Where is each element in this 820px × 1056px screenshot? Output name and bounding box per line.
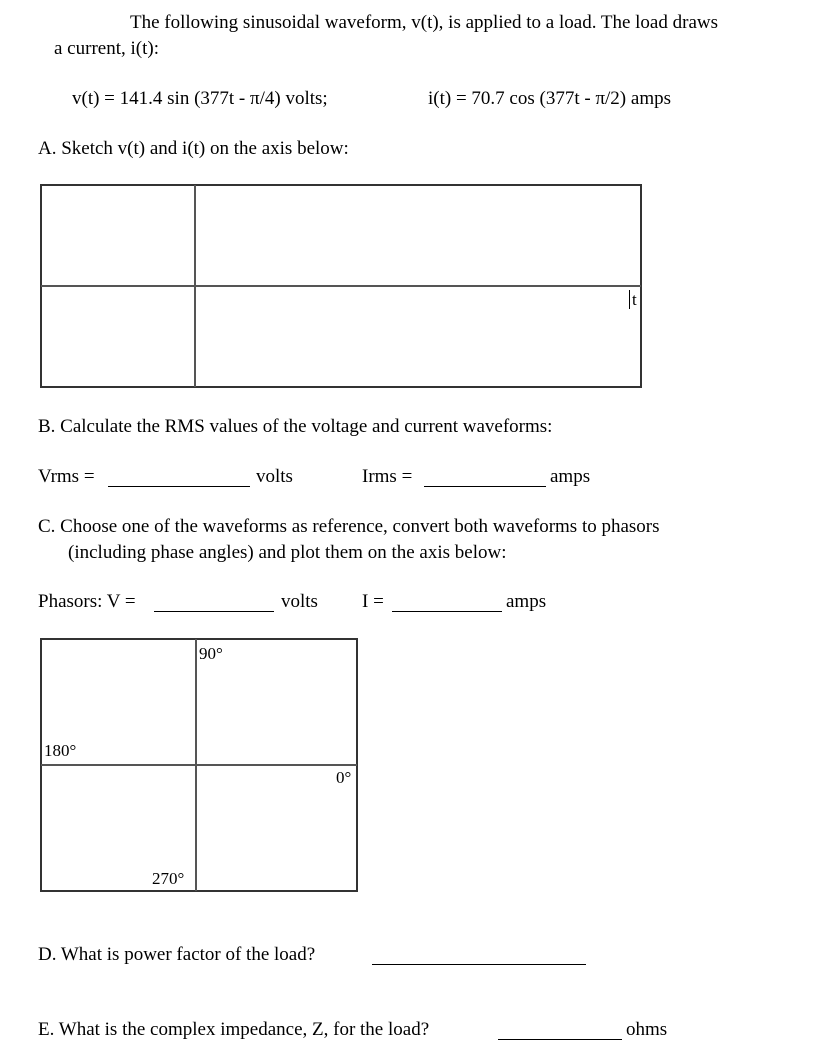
part-c-prompt-line-2: (including phase angles) and plot them on the axis below: <box>68 542 507 563</box>
voltage-equation: v(t) = 141.4 sin (377t - π/4) volts; <box>72 88 328 109</box>
intro-line-2: a current, i(t): <box>54 38 159 59</box>
part-e-prompt: E. What is the complex impedance, Z, for the load? <box>38 1019 430 1040</box>
angle-270-label: 270° <box>152 869 185 888</box>
power-factor-answer-blank[interactable] <box>372 964 586 965</box>
vrms-answer-blank[interactable] <box>108 486 250 487</box>
phasor-i-unit: amps <box>506 591 547 612</box>
part-c-prompt-line-1: C. Choose one of the waveforms as reference, convert both waveforms to phasors <box>38 516 660 537</box>
angle-0-label: 0° <box>336 768 352 787</box>
phasor-v-answer-blank[interactable] <box>154 611 274 612</box>
phasors-v-label: Phasors: V = <box>38 591 136 612</box>
irms-label: Irms = <box>362 466 413 487</box>
phasor-real-axis <box>41 764 357 766</box>
phasor-i-label: I = <box>362 591 384 612</box>
angle-180-label: 180° <box>44 741 77 760</box>
irms-answer-blank[interactable] <box>424 486 546 487</box>
impedance-answer-blank[interactable] <box>498 1039 622 1040</box>
angle-90-label: 90° <box>199 644 223 663</box>
irms-unit: amps <box>550 466 591 487</box>
phasor-v-unit: volts <box>281 591 318 612</box>
vrms-label: Vrms = <box>38 466 95 487</box>
impedance-unit: ohms <box>626 1019 668 1040</box>
vrms-unit: volts <box>256 466 293 487</box>
current-equation: i(t) = 70.7 cos (377t - π/2) amps <box>428 88 671 109</box>
part-d-prompt: D. What is power factor of the load? <box>38 944 316 965</box>
time-axis-label: t <box>629 290 637 309</box>
part-a-prompt: A. Sketch v(t) and i(t) on the axis below: <box>38 138 349 159</box>
waveform-time-axis <box>41 285 641 287</box>
part-b-prompt: B. Calculate the RMS values of the voltage and current waveforms: <box>38 416 553 437</box>
intro-line-1: The following sinusoidal waveform, v(t), is applied to a load. The load draws <box>130 12 718 33</box>
phasor-i-answer-blank[interactable] <box>392 611 502 612</box>
